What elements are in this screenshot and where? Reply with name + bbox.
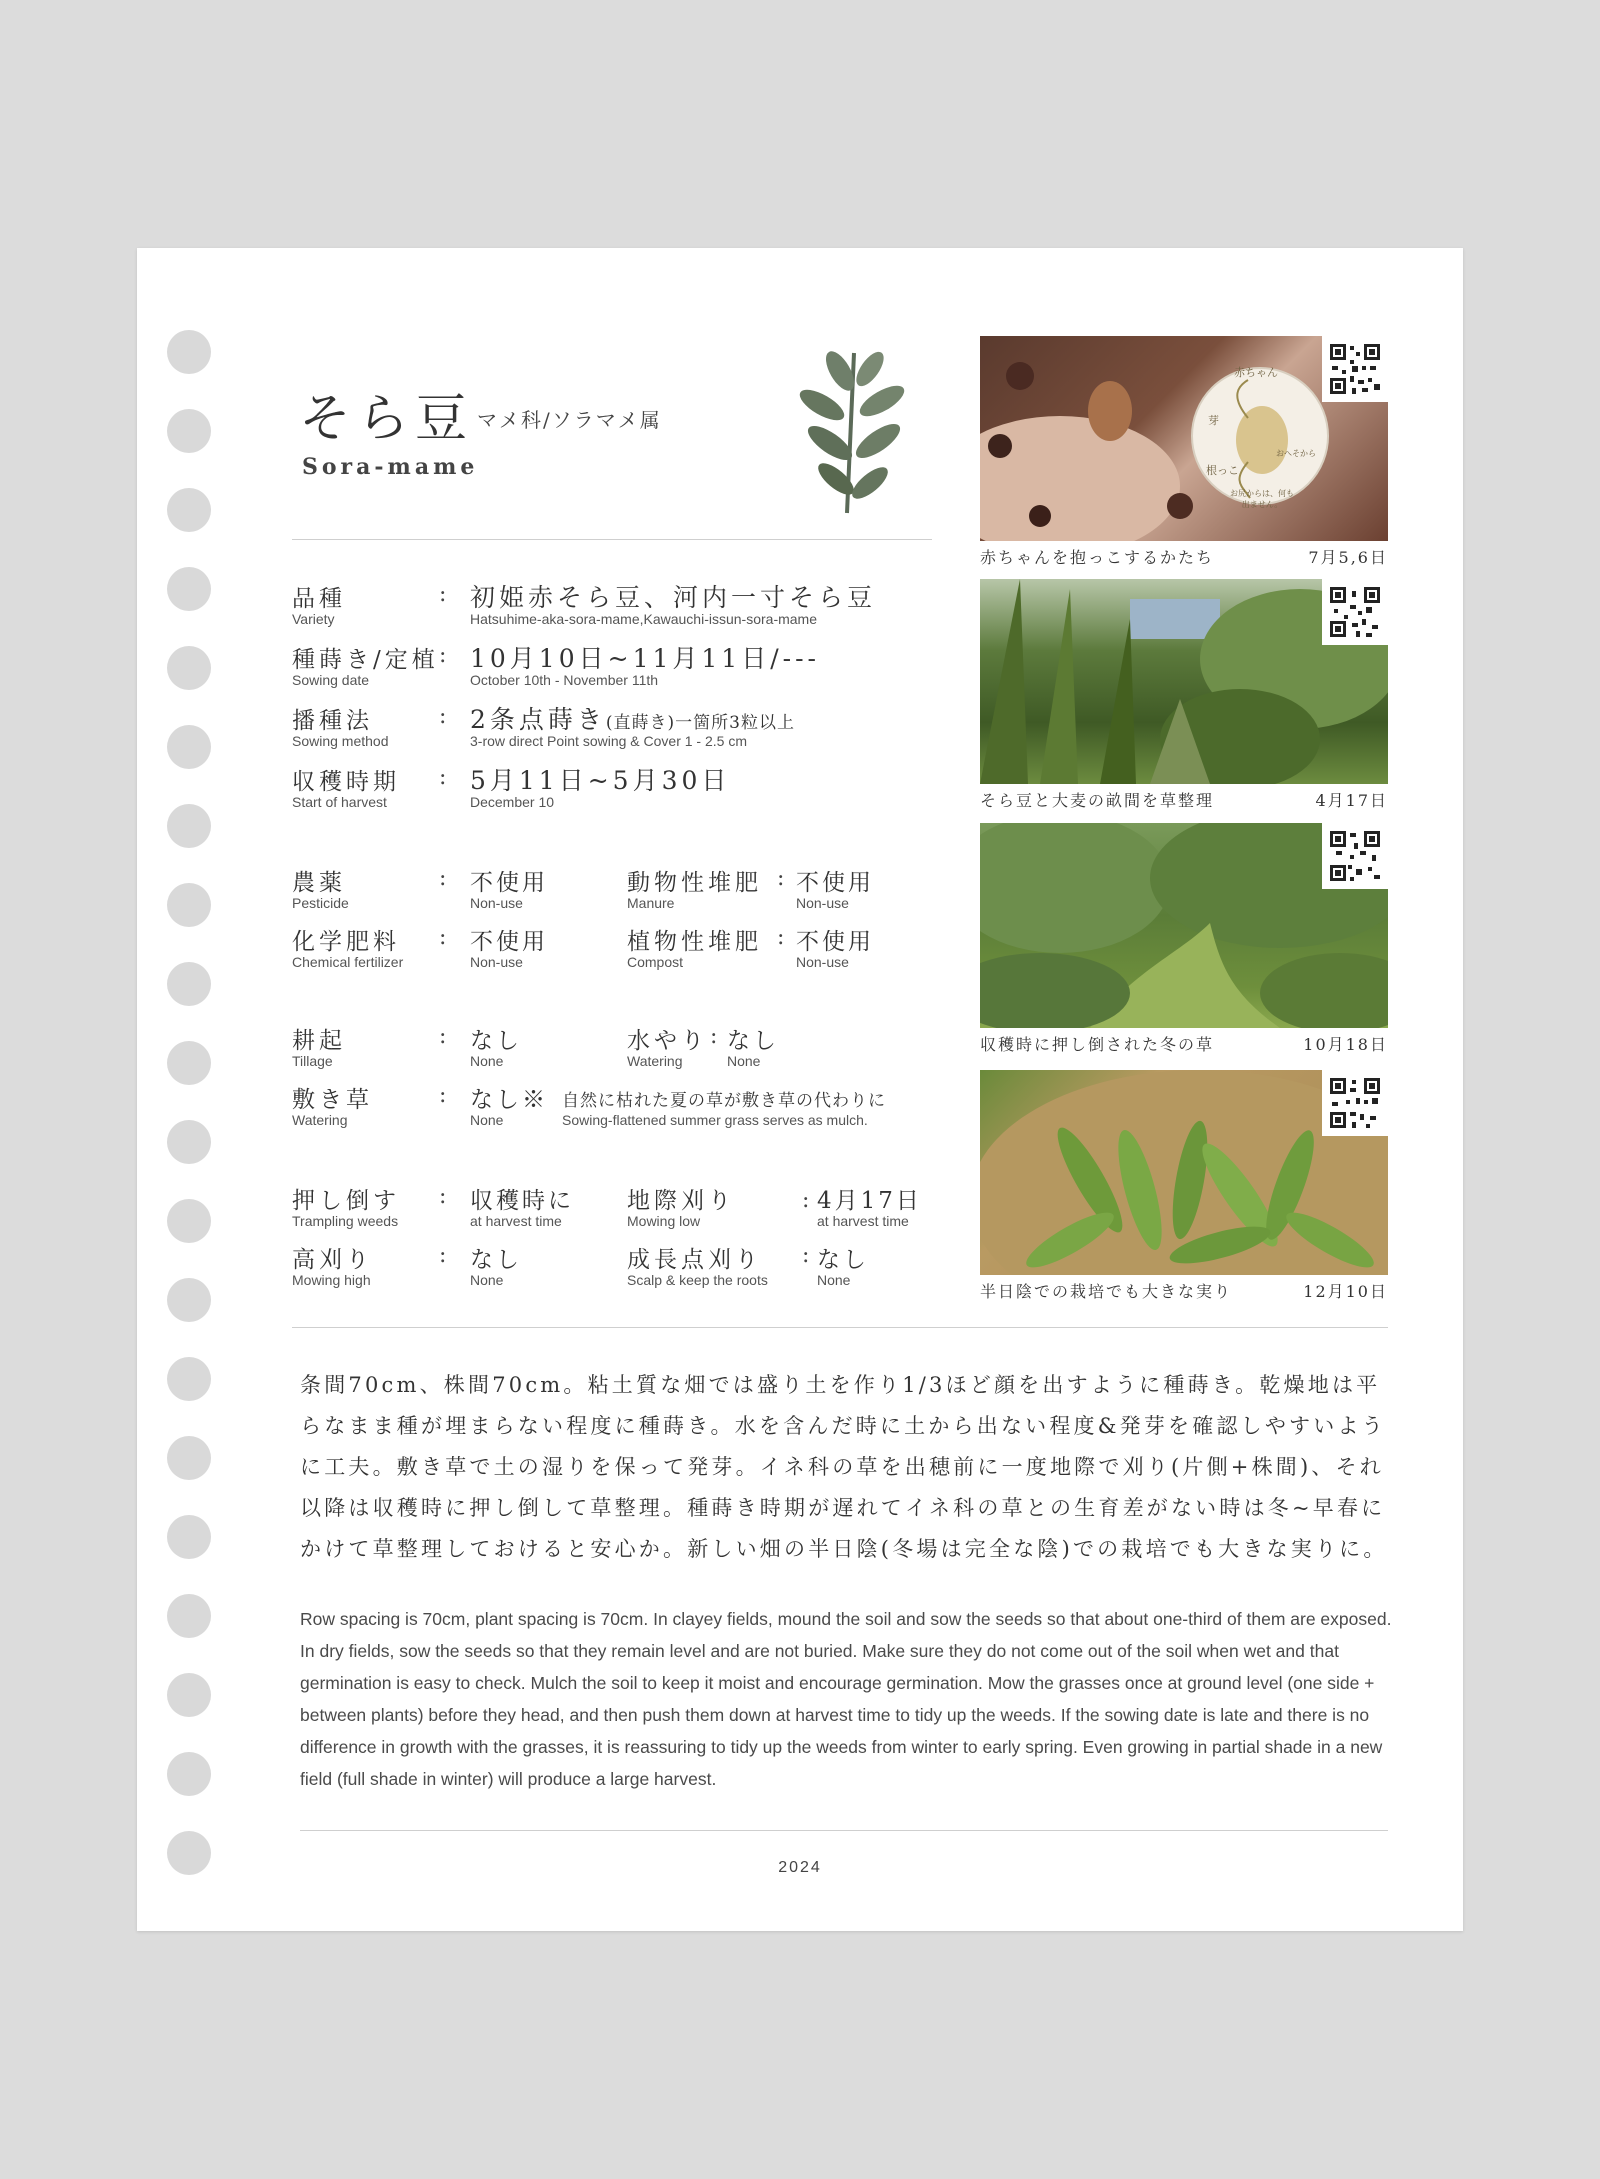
colon: :: [439, 643, 447, 668]
pesticide-label: 農薬: [292, 870, 346, 896]
binder-hole: [167, 883, 211, 927]
binder-hole: [167, 1752, 211, 1796]
colon: :: [802, 1188, 810, 1213]
photo-caption-text: そら豆と大麦の畝間を草整理: [980, 791, 1215, 810]
inset-label-baby: 赤ちゃん: [1234, 366, 1278, 379]
footer-year: 2024: [778, 1859, 822, 1876]
qr-code-icon[interactable]: [1322, 579, 1388, 645]
binder-hole: [167, 1278, 211, 1322]
inset-label-sprout: 芽: [1208, 414, 1219, 427]
scalp-label: 成長点刈り: [627, 1247, 762, 1273]
photo-caption: [980, 1279, 1388, 1302]
binder-hole: [167, 488, 211, 532]
photo-caption-text: 収穫時に押し倒された冬の草: [980, 1035, 1215, 1054]
header-divider: [292, 539, 932, 540]
mow-high-label: 高刈り: [292, 1247, 373, 1273]
qr-code-icon[interactable]: [1322, 336, 1388, 402]
colon: :: [439, 704, 447, 729]
colon: :: [439, 866, 447, 891]
tillage-label-en: Tillage: [292, 1053, 333, 1069]
mulch-value: なし※: [470, 1087, 548, 1113]
spec-label: 収穫時期: [292, 769, 400, 795]
manure-value-en: Non-use: [796, 895, 849, 911]
description-en: Row spacing is 70cm, plant spacing is 70cm. In clayey fields, mound the soil and sow the seeds so that about one-third of them are exposed. In dry fields, sow the seeds so that they remain level and are not buried. Make sure they do not come out of the soil when wet and that germination is easy to check. Mulch the soil to keep it moist and encourage germination. Mow the grasses once at ground level (one side + between plants) before they head, and then push them down at harvest time to tidy up the weeds. If the sowing date is late and there is no difference in growth with the grasses, it is reassuring to tidy up the weeds from winter to early spring. Even growing in partial shade in a new field (full shade in winter) will produce a large harvest.: [300, 1609, 1392, 1789]
pesticide-value-en: Non-use: [470, 895, 523, 911]
colon: :: [439, 1024, 447, 1049]
colon: :: [802, 1243, 810, 1268]
section-divider: [292, 1327, 1388, 1328]
tillage-value-en: None: [470, 1053, 504, 1069]
harvest-value-en: December 10: [470, 794, 555, 810]
compost-label: 植物性堆肥: [627, 929, 762, 955]
colon: :: [777, 866, 785, 891]
colon: :: [439, 1083, 447, 1108]
colon: :: [439, 1184, 447, 1209]
watering-label-en: Watering: [627, 1053, 683, 1069]
binder-hole: [167, 804, 211, 848]
variety-value-en: Hatsuhime-aka-sora-mame,Kawauchi-issun-sora-mame: [470, 611, 817, 627]
binder-hole: [167, 330, 211, 374]
chemical-label: 化学肥料: [292, 929, 400, 955]
pesticide-label-en: Pesticide: [292, 895, 349, 911]
photo-date: 4月17日: [1315, 791, 1388, 810]
compost-value: 不使用: [796, 929, 874, 955]
manure-value: 不使用: [796, 870, 874, 896]
spec-label: 種蒔き/定植: [292, 647, 439, 673]
trample-value: 収穫時に: [470, 1188, 574, 1214]
inset-label-navel: おへそから: [1276, 449, 1316, 458]
mow-high-value: なし: [470, 1247, 522, 1273]
mulch-label-en: Watering: [292, 1112, 348, 1128]
colon: :: [777, 925, 785, 950]
mulch-note: 自然に枯れた夏の草が敷き草の代わりに: [562, 1091, 886, 1111]
chemical-label-en: Chemical fertilizer: [292, 954, 404, 970]
binder-hole: [167, 725, 211, 769]
page-title: そら豆: [299, 389, 474, 449]
colon: :: [710, 1024, 718, 1049]
planting-sheet: [137, 248, 1463, 1931]
photo-caption: [980, 788, 1388, 811]
qr-code-icon[interactable]: [1322, 1070, 1388, 1136]
trample-label-en: Trampling weeds: [292, 1213, 399, 1229]
photo-caption-text: 赤ちゃんを抱っこするかたち: [980, 548, 1215, 567]
variety-value: 初姫赤そら豆、河内一寸そら豆: [470, 583, 877, 612]
binder-hole: [167, 1515, 211, 1559]
page-title-en: Sora-mame: [302, 454, 479, 480]
watering-value-en: None: [727, 1053, 761, 1069]
binder-hole: [167, 962, 211, 1006]
binder-hole: [167, 1120, 211, 1164]
watering-value: なし: [727, 1028, 779, 1054]
trample-label: 押し倒す: [292, 1188, 400, 1214]
photo-date: 12月10日: [1303, 1282, 1388, 1301]
scalp-label-en: Scalp & keep the roots: [627, 1272, 768, 1288]
manure-label-en: Manure: [627, 895, 675, 911]
sowing-method-value: [470, 700, 795, 736]
spec-label-en: Sowing method: [292, 733, 389, 749]
scalp-value: なし: [817, 1247, 869, 1273]
photo-seed-in-hand: [980, 336, 1388, 541]
photo-caption: [980, 1032, 1388, 1055]
mulch-value-en: None: [470, 1112, 504, 1128]
inset-label-note: お尻からは、何も出ません。: [1230, 489, 1294, 509]
scalp-value-en: None: [817, 1272, 851, 1288]
description-jp: 条間70cm、株間70cm。粘土質な畑では盛り土を作り1/3ほど顔を出すように種蒔き。乾燥地は平らなまま種が埋まらない程度に種蒔き。水を含んだ時に土から出ない程度&発芽を確認しやすいように工夫。敷き草で土の湿りを保って発芽。イネ科の草を出穂前に一度地際で刈り(片側+株間)、それ以降は収穫時に押し倒して草整理。種蒔き時期が遅れてイネ科の草との生育差がない時は冬~早春にかけて草整理しておけると安心か。新しい畑の半日陰(冬場は完全な陰)での栽培でも大きな実りに。: [300, 1373, 1388, 1561]
photo-date: 7月5,6日: [1308, 548, 1388, 567]
mulch-label: 敷き草: [292, 1087, 373, 1113]
footer-divider: [300, 1830, 1388, 1831]
colon: :: [439, 925, 447, 950]
manure-label: 動物性堆肥: [627, 870, 762, 896]
spec-label: 品種: [292, 586, 346, 612]
spec-label-en: Variety: [292, 611, 335, 627]
pesticide-value: 不使用: [470, 870, 548, 896]
photo-date: 10月18日: [1303, 1035, 1388, 1054]
sowing-method-note: (直蒔き)一箇所3粒以上: [605, 713, 795, 733]
binder-hole: [167, 1594, 211, 1638]
mow-high-value-en: None: [470, 1272, 504, 1288]
spec-label-en: Start of harvest: [292, 794, 387, 810]
chemical-value: 不使用: [470, 929, 548, 955]
chemical-value-en: Non-use: [470, 954, 523, 970]
broad-bean-sprig-icon: [792, 343, 922, 518]
colon: :: [439, 765, 447, 790]
photo-caption-text: 半日陰での栽培でも大きな実り: [980, 1282, 1233, 1301]
binder-hole: [167, 1199, 211, 1243]
sowing-date-value-en: October 10th - November 11th: [470, 672, 659, 688]
photo-caption: [980, 545, 1388, 568]
plant-family: マメ科/ソラマメ属: [477, 408, 662, 432]
binder-hole: [167, 1041, 211, 1085]
inset-label-root: 根っこ: [1206, 464, 1239, 477]
mow-high-label-en: Mowing high: [292, 1272, 371, 1288]
mow-low-value: 4月17日: [817, 1188, 922, 1214]
photo-flattened-winter-grass: [980, 823, 1388, 1028]
photo-harvested-pods: [980, 1070, 1388, 1275]
harvest-value: 5月11日~5月30日: [470, 766, 731, 795]
trample-value-en: at harvest time: [470, 1213, 562, 1229]
qr-code-icon[interactable]: [1322, 823, 1388, 889]
binder-hole: [167, 567, 211, 611]
tillage-value: なし: [470, 1028, 522, 1054]
compost-value-en: Non-use: [796, 954, 849, 970]
mow-low-label: 地際刈り: [627, 1188, 735, 1214]
colon: :: [439, 582, 447, 607]
binder-hole: [167, 409, 211, 453]
sowing-date-value: 10月10日~11月11日/---: [470, 644, 820, 673]
compost-label-en: Compost: [627, 954, 684, 970]
binder-hole: [167, 1357, 211, 1401]
mow-low-value-en: at harvest time: [817, 1213, 909, 1229]
watering-label: 水やり: [627, 1028, 708, 1054]
tillage-label: 耕起: [292, 1028, 346, 1054]
colon: :: [439, 1243, 447, 1268]
photo-bean-and-barley-rows: [980, 579, 1388, 784]
spec-label: 播種法: [292, 708, 373, 734]
mulch-note-en: Sowing-flattened summer grass serves as mulch.: [562, 1112, 868, 1128]
binder-hole: [167, 1673, 211, 1717]
sowing-method-main: 2条点蒔き: [470, 705, 606, 734]
binder-hole: [167, 1436, 211, 1480]
spec-label-en: Sowing date: [292, 672, 370, 688]
binder-hole: [167, 646, 211, 690]
sowing-method-value-en: 3-row direct Point sowing & Cover 1 - 2.5 cm: [470, 733, 747, 749]
mow-low-label-en: Mowing low: [627, 1213, 701, 1229]
